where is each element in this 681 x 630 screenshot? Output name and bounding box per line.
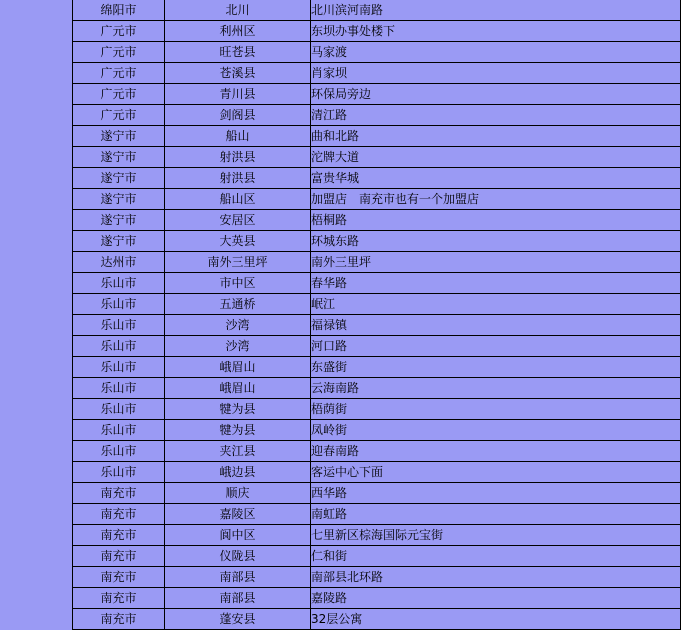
city-cell: 广元市 [73, 105, 165, 126]
city-cell: 广元市 [73, 84, 165, 105]
city-cell: 南充市 [73, 609, 165, 630]
address-cell: 环城东路 [311, 231, 681, 252]
table-body [73, 0, 681, 630]
table-row [73, 231, 681, 252]
city-cell: 遂宁市 [73, 168, 165, 189]
city-cell: 乐山市 [73, 420, 165, 441]
table-row [73, 420, 681, 441]
address-cell: 仁和街 [311, 546, 681, 567]
table-row [73, 105, 681, 126]
city-cell: 绵阳市 [73, 0, 165, 21]
address-cell: 西华路 [311, 483, 681, 504]
table-row [73, 441, 681, 462]
city-cell: 乐山市 [73, 336, 165, 357]
table-row [73, 315, 681, 336]
district-cell: 市中区 [165, 273, 311, 294]
city-cell: 遂宁市 [73, 231, 165, 252]
district-cell: 利州区 [165, 21, 311, 42]
district-cell: 旺苍县 [165, 42, 311, 63]
address-cell: 北川滨河南路 [311, 0, 681, 21]
address-cell: 南外三里坪 [311, 252, 681, 273]
address-cell: 云海南路 [311, 378, 681, 399]
address-cell: 富贵华城 [311, 168, 681, 189]
city-cell: 达州市 [73, 252, 165, 273]
city-cell: 南充市 [73, 567, 165, 588]
address-cell: 七里新区棕海国际元宝街 [311, 525, 681, 546]
table-row [73, 546, 681, 567]
district-cell: 阆中区 [165, 525, 311, 546]
city-cell: 乐山市 [73, 315, 165, 336]
address-cell: 32层公寓 [311, 609, 681, 630]
table-row [73, 21, 681, 42]
table-row [73, 294, 681, 315]
district-cell: 射洪县 [165, 168, 311, 189]
district-cell: 剑阁县 [165, 105, 311, 126]
address-cell: 加盟店 南充市也有一个加盟店 [311, 189, 681, 210]
address-cell: 东盛街 [311, 357, 681, 378]
address-cell: 福禄镇 [311, 315, 681, 336]
district-cell: 峨边县 [165, 462, 311, 483]
district-cell: 峨眉山 [165, 378, 311, 399]
city-cell: 南充市 [73, 546, 165, 567]
district-cell: 峨眉山 [165, 357, 311, 378]
city-cell: 南充市 [73, 525, 165, 546]
address-cell: 南部县北环路 [311, 567, 681, 588]
address-cell: 梧桐路 [311, 210, 681, 231]
table-row [73, 147, 681, 168]
store-locations-table [72, 0, 681, 630]
address-cell: 曲和北路 [311, 126, 681, 147]
table-row [73, 189, 681, 210]
city-cell: 南充市 [73, 588, 165, 609]
address-cell: 梧荫街 [311, 399, 681, 420]
table-row [73, 504, 681, 525]
address-cell: 沱牌大道 [311, 147, 681, 168]
district-cell: 射洪县 [165, 147, 311, 168]
city-cell: 遂宁市 [73, 210, 165, 231]
address-cell: 肖家坝 [311, 63, 681, 84]
table-row [73, 567, 681, 588]
city-cell: 遂宁市 [73, 147, 165, 168]
city-cell: 乐山市 [73, 273, 165, 294]
city-cell: 南充市 [73, 483, 165, 504]
address-cell: 嘉陵路 [311, 588, 681, 609]
address-cell: 春华路 [311, 273, 681, 294]
city-cell: 遂宁市 [73, 126, 165, 147]
table-row [73, 588, 681, 609]
address-cell: 环保局旁边 [311, 84, 681, 105]
district-cell: 安居区 [165, 210, 311, 231]
table-row [73, 63, 681, 84]
address-cell: 客运中心下面 [311, 462, 681, 483]
city-cell: 广元市 [73, 21, 165, 42]
district-cell: 船山区 [165, 189, 311, 210]
city-cell: 遂宁市 [73, 189, 165, 210]
table-row [73, 126, 681, 147]
district-cell: 蓬安县 [165, 609, 311, 630]
district-cell: 船山 [165, 126, 311, 147]
table-row [73, 210, 681, 231]
district-cell: 沙湾 [165, 315, 311, 336]
table-row [73, 273, 681, 294]
table-row [73, 399, 681, 420]
address-cell: 南虹路 [311, 504, 681, 525]
district-cell: 苍溪县 [165, 63, 311, 84]
table-row [73, 168, 681, 189]
district-cell: 南部县 [165, 588, 311, 609]
district-cell: 南部县 [165, 567, 311, 588]
district-cell: 南外三里坪 [165, 252, 311, 273]
district-cell: 犍为县 [165, 420, 311, 441]
address-cell: 凤岭街 [311, 420, 681, 441]
city-cell: 广元市 [73, 42, 165, 63]
table-row [73, 609, 681, 630]
district-cell: 青川县 [165, 84, 311, 105]
city-cell: 乐山市 [73, 378, 165, 399]
city-cell: 乐山市 [73, 462, 165, 483]
table-row [73, 462, 681, 483]
table-row [73, 336, 681, 357]
store-table-container [72, 0, 681, 630]
city-cell: 乐山市 [73, 399, 165, 420]
address-cell: 东坝办事处楼下 [311, 21, 681, 42]
district-cell: 北川 [165, 0, 311, 21]
table-row [73, 42, 681, 63]
city-cell: 乐山市 [73, 441, 165, 462]
address-cell: 岷江 [311, 294, 681, 315]
district-cell: 大英县 [165, 231, 311, 252]
table-row [73, 0, 681, 21]
table-row [73, 357, 681, 378]
address-cell: 河口路 [311, 336, 681, 357]
district-cell: 五通桥 [165, 294, 311, 315]
city-cell: 乐山市 [73, 294, 165, 315]
district-cell: 犍为县 [165, 399, 311, 420]
district-cell: 夹江县 [165, 441, 311, 462]
table-row [73, 525, 681, 546]
left-margin-strip [0, 0, 72, 630]
table-row [73, 252, 681, 273]
district-cell: 仪陇县 [165, 546, 311, 567]
city-cell: 广元市 [73, 63, 165, 84]
address-cell: 马家渡 [311, 42, 681, 63]
district-cell: 顺庆 [165, 483, 311, 504]
district-cell: 沙湾 [165, 336, 311, 357]
address-cell: 迎春南路 [311, 441, 681, 462]
address-cell: 清江路 [311, 105, 681, 126]
district-cell: 嘉陵区 [165, 504, 311, 525]
city-cell: 南充市 [73, 504, 165, 525]
table-row [73, 483, 681, 504]
city-cell: 乐山市 [73, 357, 165, 378]
table-row [73, 378, 681, 399]
table-row [73, 84, 681, 105]
